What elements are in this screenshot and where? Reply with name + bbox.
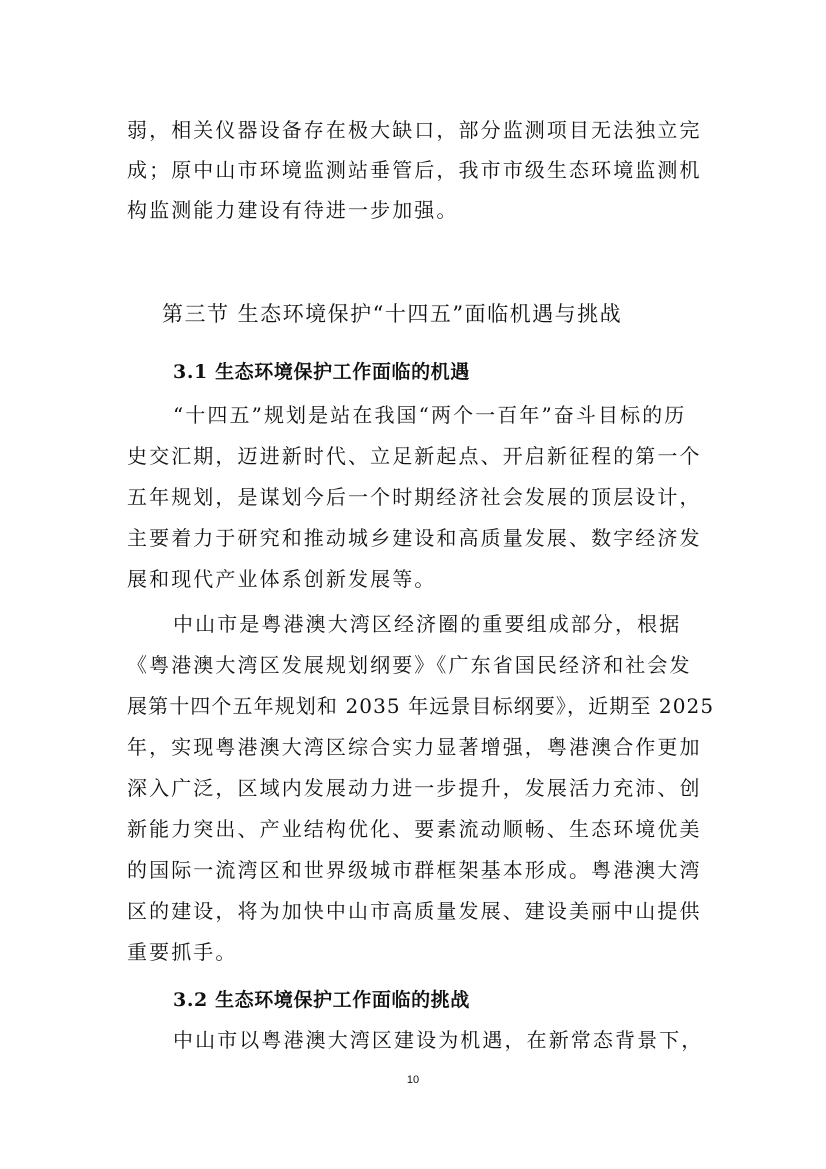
text-line: 成；原中山市环境监测站垂管后，我市市级生态环境监测机: [127, 158, 702, 182]
text-line: 新能力突出、产业结构优化、要素流动顺畅、生态环境优美: [127, 817, 702, 841]
text-line: 展和现代产业体系创新发展等。: [127, 567, 437, 591]
page-number: 10: [406, 1074, 420, 1086]
text-line: 史交汇期，迈进新时代、立足新起点、开启新征程的第一个: [127, 444, 702, 468]
text-line: “十四五”规划是站在我国“两个一百年”奋斗目标的历: [173, 403, 687, 427]
text-line: 中山市以粤港澳大湾区建设为机遇，在新常态背景下，: [173, 1028, 704, 1052]
text-line: 弱，相关仪器设备存在极大缺口，部分监测项目无法独立完: [127, 118, 702, 142]
text-line: 展第十四个五年规划和 2035 年远景目标纲要》，近期至 2025: [127, 694, 715, 718]
subsection-heading-challenges: 3.2 生态环境保护工作面临的挑战: [173, 989, 470, 1011]
subsection-heading-opportunities: 3.1 生态环境保护工作面临的机遇: [173, 361, 470, 383]
text-line: 深入广泛，区域内发展动力进一步提升，发展活力充沛、创: [127, 776, 702, 800]
text-line: 构监测能力建设有待进一步加强。: [127, 198, 459, 222]
text-line: 《粤港澳大湾区发展规划纲要》《广东省国民经济和社会发: [127, 653, 692, 677]
text-line: 年，实现粤港澳大湾区综合实力显著增强，粤港澳合作更加: [127, 735, 702, 759]
text-line: 区的建设，将为加快中山市高质量发展、建设美丽中山提供: [127, 899, 702, 923]
text-line: 的国际一流湾区和世界级城市群框架基本形成。粤港澳大湾: [127, 858, 702, 882]
text-line: 主要着力于研究和推动城乡建设和高质量发展、数字经济发: [127, 526, 702, 550]
text-line: 五年规划，是谋划今后一个时期经济社会发展的顶层设计，: [127, 485, 702, 509]
text-line: 中山市是粤港澳大湾区经济圈的重要组成部分，根据: [173, 612, 682, 636]
section-title: 第三节 生态环境保护“十四五”面临机遇与挑战: [162, 302, 623, 326]
text-line: 重要抓手。: [127, 940, 238, 964]
